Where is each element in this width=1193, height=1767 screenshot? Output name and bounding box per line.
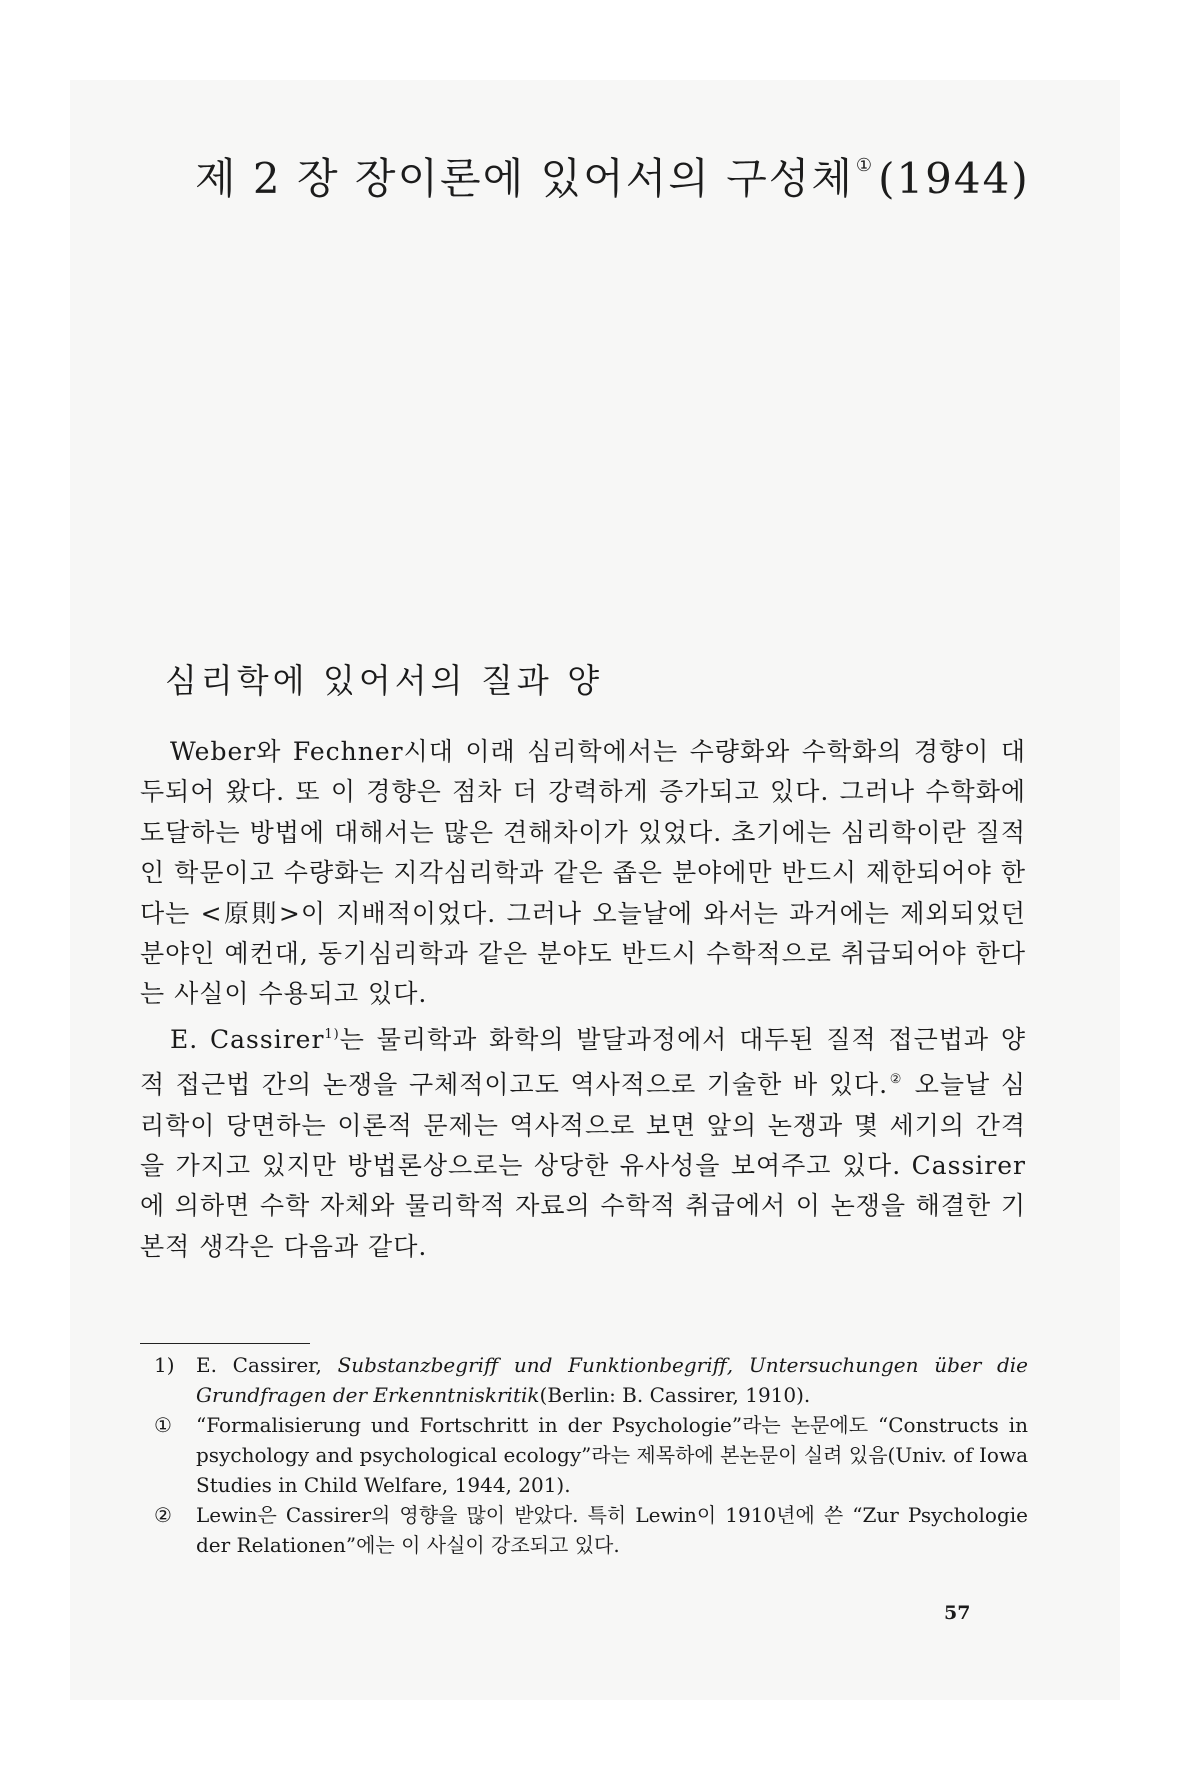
chapter-year: (1944)	[878, 154, 1030, 203]
chapter-title-text: 제 2 장 장이론에 있어서의 구성체	[195, 154, 854, 203]
footnote-1-book-title: Substanzbegriff und Funktionbegriff, Untersuchungen über die Grundfragen der Erkenntniskritik	[196, 1353, 1028, 1407]
footnotes	[152, 1350, 1028, 1560]
footnote-ref-1[interactable]: 1)	[324, 1026, 340, 1042]
footnote-3	[152, 1500, 1028, 1560]
footnote-1-mark: 1)	[154, 1353, 175, 1377]
chapter-title	[195, 146, 1030, 206]
paragraph-2	[140, 1015, 1026, 1267]
body-text	[140, 732, 1026, 1267]
footnote-3-mark: ②	[154, 1503, 172, 1527]
paragraph-2-middle: 는 물리학과 화학의 발달과정에서 대두된 질적 접근법과 양적 접근법 간의 논쟁을 구체적이고도 역사적으로 기술한 바 있다.	[140, 1024, 1026, 1100]
footnote-3-text: Lewin은 Cassirer의 영향을 많이 받았다. 특히 Lewin이 1910년에 쓴 “Zur Psychologie der Relationen”에는 이 사실이 강조되고 있다.	[196, 1503, 1028, 1557]
paragraph-2-rest: 오늘날 심리학이 당면하는 이론적 문제는 역사적으로 보면 앞의 논쟁과 몇 세기의 간격을 가지고 있지만 방법론상으로는 상당한 유사성을 보여주고 있다. Cassirer에 의하면 수학 자체와 물리학적 자료의 수학적 취급에서 이 논쟁을 해결한 기본적 생각은 다음과 같다.	[140, 1070, 1026, 1261]
footnote-ref-2[interactable]: ②	[888, 1072, 905, 1088]
footnote-1-post: (Berlin: B. Cassirer, 1910).	[539, 1383, 811, 1407]
page-number: 57	[944, 1602, 971, 1624]
footnote-2-text: “Formalisierung und Fortschritt in der Psychologie”라는 논문에도 “Constructs in psychology and psychological ecology”라는 제목하에 본논문이 실려 있음(Univ. of Iowa Studies in Child Welfare, 1944, 201).	[196, 1413, 1028, 1497]
chapter-note-ref[interactable]: ①	[855, 155, 875, 176]
footnote-divider	[140, 1343, 310, 1344]
footnote-1-pre: E. Cassirer,	[196, 1353, 338, 1377]
footnote-2	[152, 1410, 1028, 1500]
footnote-1	[152, 1350, 1028, 1410]
section-title: 심리학에 있어서의 질과 양	[165, 661, 604, 700]
paragraph-1: Weber와 Fechner시대 이래 심리학에서는 수량화와 수학화의 경향이 대두되어 왔다. 또 이 경향은 점차 더 강력하게 증가되고 있다. 그러나 수학화에 도달하는 방법에 대해서는 많은 견해차이가 있었다. 초기에는 심리학이란 질적인 학문이고 수량화는 지각심리학과 같은 좁은 분야에만 반드시 제한되어야 한다는 <原則>이 지배적이었다. 그러나 오늘날에 와서는 과거에는 제외되었던 분야인 예컨대, 동기심리학과 같은 분야도 반드시 수학적으로 취급되어야 한다는 사실이 수용되고 있다.	[140, 737, 1026, 1009]
paragraph-2-lead: E. Cassirer	[170, 1024, 325, 1054]
footnote-2-mark: ①	[154, 1413, 172, 1437]
